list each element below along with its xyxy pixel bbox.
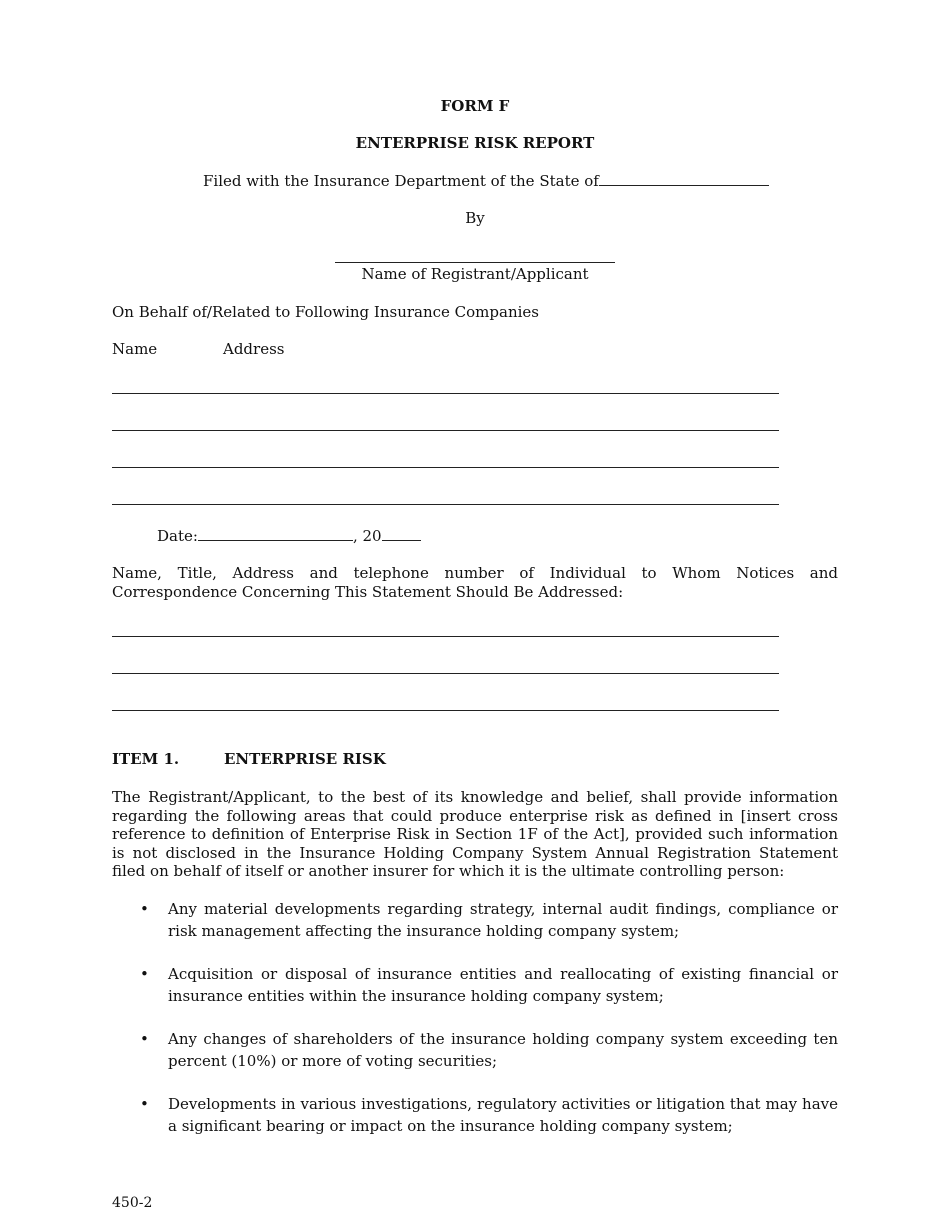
company-line-3[interactable] — [112, 467, 779, 468]
contact-line-1[interactable] — [112, 636, 779, 637]
report-title: ENTERPRISE RISK REPORT — [355, 134, 595, 152]
date-blank[interactable] — [198, 527, 353, 541]
filed-with-line — [203, 172, 769, 191]
item1-number: ITEM 1. — [112, 750, 180, 768]
registrant-label: Name of Registrant/Applicant — [361, 265, 589, 283]
company-line-1[interactable] — [112, 393, 779, 394]
bullet-icon: • — [140, 965, 149, 983]
item1-title: ENTERPRISE RISK — [224, 750, 386, 768]
bullet-item-2: Acquisition or disposal of insurance entities and reallocating of existing financial or insurance entities within the insurance holding company system; — [168, 965, 838, 1005]
by-label: By — [465, 209, 485, 227]
date-line — [157, 527, 421, 546]
company-line-4[interactable] — [112, 504, 779, 505]
page-number: 450-2 — [112, 1195, 153, 1211]
bullet-icon: • — [140, 1030, 149, 1048]
state-blank[interactable] — [599, 172, 769, 186]
year-blank[interactable] — [382, 527, 421, 541]
company-line-2[interactable] — [112, 430, 779, 431]
contact-instructions: Name, Title, Address and telephone number of Individual to Whom Notices and Correspondence Concerning This Statement Should Be Addressed: — [112, 564, 838, 601]
item1-paragraph: The Registrant/Applicant, to the best of its knowledge and belief, shall provide information regarding the following areas that could produce enterprise risk as defined in [insert cross reference to definition of Enterprise Risk in Section 1F of the Act], provided such information is not disclosed in the Insurance Holding Company System Annual Registration Statement filed on behalf of itself or another insurer for which it is the ultimate controlling person: — [112, 788, 838, 880]
bullet-item-3: Any changes of shareholders of the insurance holding company system exceeding ten percent (10%) or more of voting securities; — [168, 1030, 838, 1070]
bullet-icon: • — [140, 1095, 149, 1113]
companies-intro: On Behalf of/Related to Following Insurance Companies — [112, 303, 539, 321]
bullet-icon: • — [140, 900, 149, 918]
bullet-item-1: Any material developments regarding strategy, internal audit findings, compliance or risk management affecting the insurance holding company system; — [168, 900, 838, 940]
filed-with-label: Filed with the Insurance Department of the State of — [203, 172, 599, 190]
col-address-header: Address — [223, 340, 285, 358]
date-year-prefix: , 20 — [352, 527, 382, 545]
contact-line-3[interactable] — [112, 710, 779, 711]
bullet-item-4: Developments in various investigations, regulatory activities or litigation that may have a significant bearing or impact on the insurance holding company system; — [168, 1095, 838, 1135]
col-name-header: Name — [112, 340, 158, 358]
form-title: FORM F — [440, 97, 510, 115]
contact-line-2[interactable] — [112, 673, 779, 674]
registrant-blank[interactable] — [335, 262, 615, 263]
date-label: Date: — [157, 527, 198, 545]
